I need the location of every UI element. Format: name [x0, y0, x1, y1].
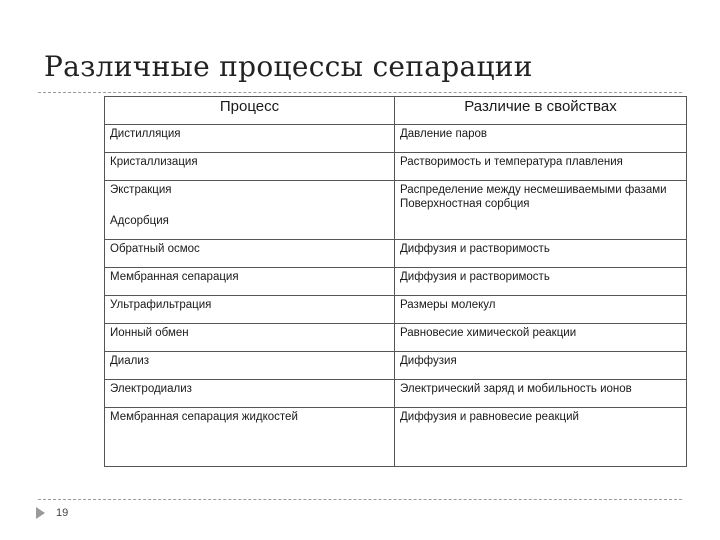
process-cell: Ионный обмен	[105, 324, 395, 352]
process-adsorption: Адсорбция	[110, 215, 169, 227]
process-cell: Кристаллизация	[105, 153, 395, 181]
table-row	[105, 408, 687, 467]
process-cell: Электродиализ	[105, 380, 395, 408]
table-row	[105, 153, 687, 181]
table-row	[105, 324, 687, 352]
separation-table	[104, 96, 686, 467]
property-cell: Электрический заряд и мобильность ионов	[395, 380, 687, 408]
footer-divider	[38, 499, 682, 500]
property-cell: Равновесие химической реакции	[395, 324, 687, 352]
table-row	[105, 181, 687, 240]
footer-arrow-icon	[36, 507, 45, 519]
table-row	[105, 352, 687, 380]
property-cell	[395, 181, 687, 240]
property-distribution: Распределение между несмешиваемыми фазами	[400, 184, 667, 196]
property-cell: Диффузия и растворимость	[395, 268, 687, 296]
process-cell: Дистилляция	[105, 125, 395, 153]
process-cell: Мембранная сепарация	[105, 268, 395, 296]
process-extraction: Экстракция	[110, 184, 172, 196]
process-cell: Диализ	[105, 352, 395, 380]
table-row	[105, 268, 687, 296]
header-property-difference: Различие в свойствах	[395, 97, 687, 125]
property-cell: Растворимость и температура плавления	[395, 153, 687, 181]
property-cell: Диффузия	[395, 352, 687, 380]
property-cell: Размеры молекул	[395, 296, 687, 324]
table-row	[105, 125, 687, 153]
header-process: Процесс	[105, 97, 395, 125]
property-cell: Давление паров	[395, 125, 687, 153]
property-cell: Диффузия и растворимость	[395, 240, 687, 268]
table-row	[105, 240, 687, 268]
property-surface-sorption: Поверхностная сорбция	[400, 198, 530, 210]
page-number: 19	[56, 507, 69, 519]
process-cell: Ультрафильтрация	[105, 296, 395, 324]
table-row	[105, 380, 687, 408]
table-row	[105, 296, 687, 324]
slide-title: Различные процессы сепарации	[44, 50, 533, 83]
process-cell	[105, 181, 395, 240]
title-divider	[38, 92, 682, 93]
property-cell: Диффузия и равновесие реакций	[395, 408, 687, 467]
process-cell: Мембранная сепарация жидкостей	[105, 408, 395, 467]
process-cell: Обратный осмос	[105, 240, 395, 268]
table-header-row	[105, 97, 687, 125]
